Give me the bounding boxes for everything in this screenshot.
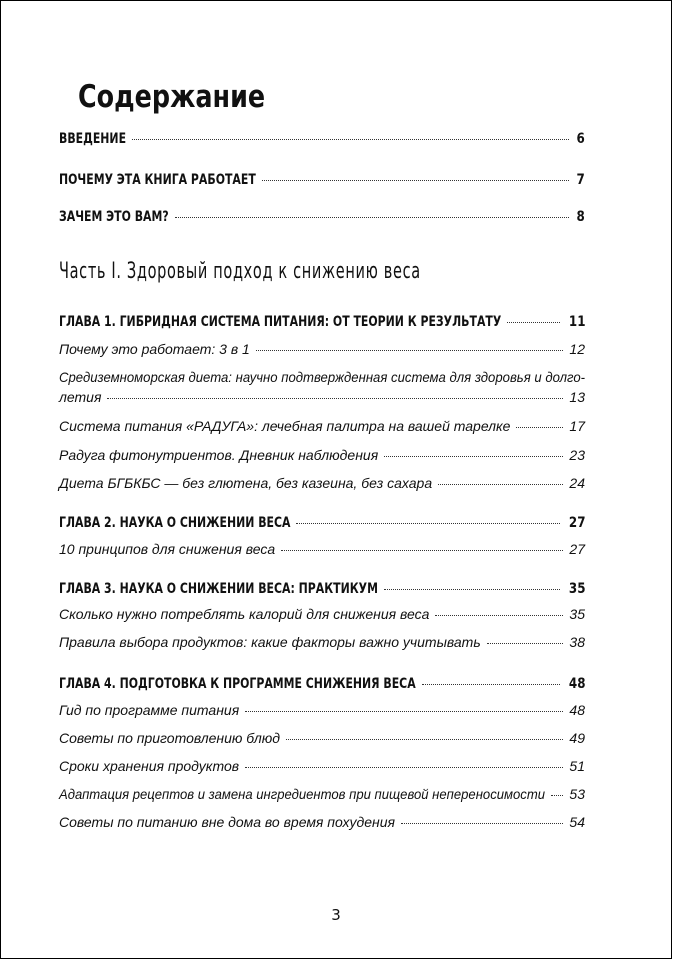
toc-entry-label-cont: летия xyxy=(59,389,102,405)
dot-leader xyxy=(262,180,569,181)
toc-entry-label: Почему это работает: 3 в 1 xyxy=(59,341,250,357)
toc-entry-page: 27 xyxy=(568,515,585,531)
dot-leader xyxy=(384,456,563,457)
toc-entry-page: 27 xyxy=(569,541,585,557)
toc-entry-label: Система питания «РАДУГА»: лечебная палитра на вашей тарелке xyxy=(59,418,511,434)
toc-entry-label: ЗАЧЕМ ЭТО ВАМ? xyxy=(59,209,169,225)
toc-entry-page: 54 xyxy=(569,814,585,830)
dot-leader xyxy=(245,767,563,768)
page-number: 3 xyxy=(331,906,341,924)
toc-entry-page: 48 xyxy=(568,676,585,692)
toc-entry-label: ГЛАВА 2. НАУКА О СНИЖЕНИИ ВЕСА xyxy=(59,515,291,531)
toc-entry-label: ГЛАВА 1. ГИБРИДНАЯ СИСТЕМА ПИТАНИЯ: ОТ ТЕОРИИ К РЕЗУЛЬТАТУ xyxy=(59,314,502,330)
toc-entry-label: ГЛАВА 3. НАУКА О СНИЖЕНИИ ВЕСА: ПРАКТИКУМ xyxy=(59,581,378,597)
toc-subentry[interactable] xyxy=(59,634,585,651)
toc-subentry[interactable] xyxy=(59,341,585,358)
toc-entry-why-book-works[interactable] xyxy=(59,172,585,189)
toc-entry-page: 8 xyxy=(576,209,585,225)
toc-entry-page: 35 xyxy=(568,581,585,597)
dot-leader xyxy=(245,711,563,712)
dot-leader xyxy=(296,523,559,524)
dot-leader xyxy=(281,550,563,551)
toc-entry-page: 53 xyxy=(569,786,585,802)
toc-entry-page: 12 xyxy=(569,341,585,357)
toc-entry-page: 38 xyxy=(569,634,585,650)
toc-chapter-3[interactable] xyxy=(59,581,585,598)
toc-subentry[interactable] xyxy=(59,541,585,558)
toc-subentry[interactable] xyxy=(59,447,585,464)
dot-leader xyxy=(384,589,560,590)
toc-subentry[interactable] xyxy=(59,786,585,803)
toc-entry-label: ВВЕДЕНИЕ xyxy=(59,131,127,147)
toc-entry-page: 6 xyxy=(576,131,585,147)
toc-subentry[interactable] xyxy=(59,730,585,747)
toc-entry-label: Сколько нужно потреблять калорий для снижения веса xyxy=(59,606,430,622)
toc-entry-page: 49 xyxy=(569,730,585,746)
toc-entry-page: 48 xyxy=(569,702,585,718)
dot-leader xyxy=(286,739,563,740)
toc-entry-label: ГЛАВА 4. ПОДГОТОВКА К ПРОГРАММЕ СНИЖЕНИЯ ВЕСА xyxy=(59,676,416,692)
toc-subentry[interactable] xyxy=(59,389,585,406)
dot-leader xyxy=(435,615,563,616)
toc-chapter-2[interactable] xyxy=(59,515,585,532)
toc-entry-page: 13 xyxy=(569,389,585,405)
toc-entry-label: 10 принципов для снижения веса xyxy=(59,541,276,557)
toc-subentry[interactable] xyxy=(59,814,585,831)
dot-leader xyxy=(422,684,560,685)
toc-entry-page: 51 xyxy=(569,758,585,774)
toc-entry-label: Сроки хранения продуктов xyxy=(59,758,240,774)
dot-leader xyxy=(438,484,563,485)
dot-leader xyxy=(516,427,563,428)
toc-entry-label: Адаптация рецептов и замена ингредиентов при пищевой непереносимости xyxy=(59,786,546,802)
dot-leader xyxy=(507,322,559,323)
toc-entry-page: 23 xyxy=(569,447,585,463)
toc-entry-page: 35 xyxy=(569,606,585,622)
toc-entry-page: 7 xyxy=(576,172,585,188)
page-title: Содержание xyxy=(78,79,266,115)
toc-entry-page: 11 xyxy=(568,314,585,330)
toc-entry-label: ПОЧЕМУ ЭТА КНИГА РАБОТАЕТ xyxy=(59,172,256,188)
dot-leader xyxy=(487,643,564,644)
toc-entry-label: Диета БГБКБС — без глютена, без казеина, без сахара xyxy=(59,475,433,491)
toc-entry-page: 24 xyxy=(569,475,585,491)
toc-entry-label: Советы по приготовлению блюд xyxy=(59,730,281,746)
toc-entry-label: Гид по программе питания xyxy=(59,702,240,718)
toc-entry-page: 17 xyxy=(569,418,585,434)
toc-entry-why-you[interactable] xyxy=(59,209,585,226)
toc-entry-label: Правила выбора продуктов: какие факторы важно учитывать xyxy=(59,634,481,650)
toc-subentry[interactable] xyxy=(59,758,585,775)
toc-entry-label: Советы по питанию вне дома во время похудения xyxy=(59,814,395,830)
dot-leader xyxy=(175,217,570,218)
dot-leader xyxy=(132,139,569,140)
toc-subentry[interactable] xyxy=(59,418,585,435)
toc-subentry[interactable] xyxy=(59,475,585,492)
toc-subentry[interactable] xyxy=(59,606,585,623)
dot-leader xyxy=(256,350,564,351)
toc-entry-label: Радуга фитонутриентов. Дневник наблюдения xyxy=(59,447,379,463)
part-heading: Часть I. Здоровый подход к снижению веса xyxy=(59,259,421,284)
toc-subentry-label-line1[interactable]: Средиземноморская диета: научно подтвержденная система для здоровья и долго- xyxy=(59,369,586,385)
dot-leader xyxy=(551,795,564,796)
toc-chapter-1[interactable] xyxy=(59,314,585,331)
dot-leader xyxy=(401,823,563,824)
toc-chapter-4[interactable] xyxy=(59,676,585,693)
toc-entry-introduction[interactable] xyxy=(59,131,585,148)
toc-subentry[interactable] xyxy=(59,702,585,719)
dot-leader xyxy=(107,398,563,399)
